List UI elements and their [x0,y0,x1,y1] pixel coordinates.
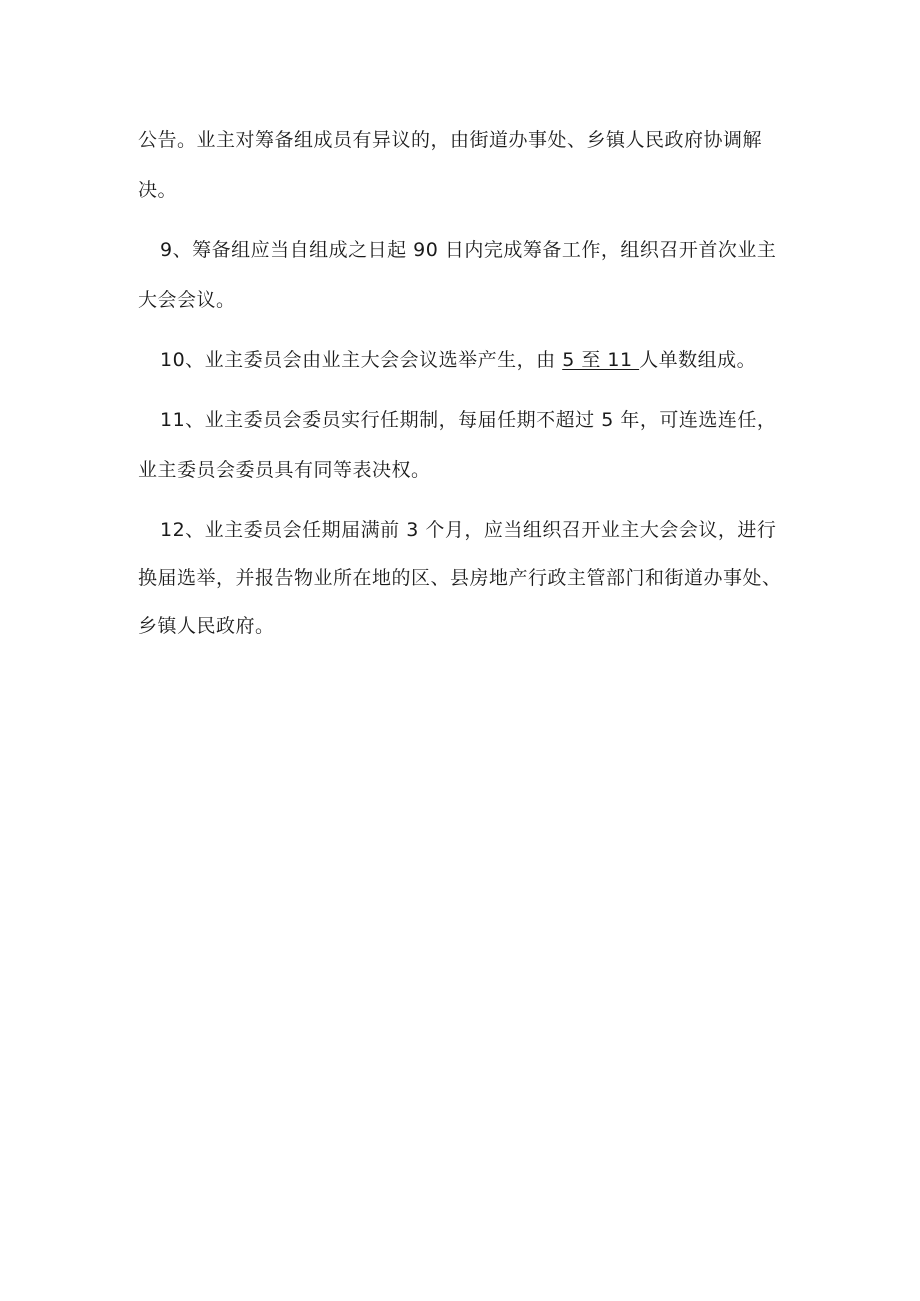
paragraph-10 [160,348,756,372]
paragraph-10-text-after: 人单数组成。 [639,349,757,371]
paragraph-12-line-2: 换届选举，并报告物业所在地的区、县房地产行政主管部门和街道办事处、 [138,567,782,589]
paragraph-8-line-2: 决。 [138,179,178,201]
paragraph-8-line-1: 公告。业主对筹备组成员有异议的，由街道办事处、乡镇人民政府协调解 [138,129,763,151]
paragraph-11-line-1: 11、业主委员会委员实行任期制，每届任期不超过 5 年，可连选连任， [160,409,777,431]
paragraph-10-underlined-range: 5 至 11 [562,349,640,371]
paragraph-9-line-1: 9、筹备组应当自组成之日起 90 日内完成筹备工作，组织召开首次业主 [160,239,777,261]
paragraph-11-line-2: 业主委员会委员具有同等表决权。 [138,459,431,481]
paragraph-12-line-1: 12、业主委员会任期届满前 3 个月，应当组织召开业主大会会议，进行 [160,519,777,541]
paragraph-12-line-3: 乡镇人民政府。 [138,615,275,637]
paragraph-10-text-before: 10、业主委员会由业主大会会议选举产生，由 [160,349,563,371]
paragraph-9-line-2: 大会会议。 [138,289,236,311]
